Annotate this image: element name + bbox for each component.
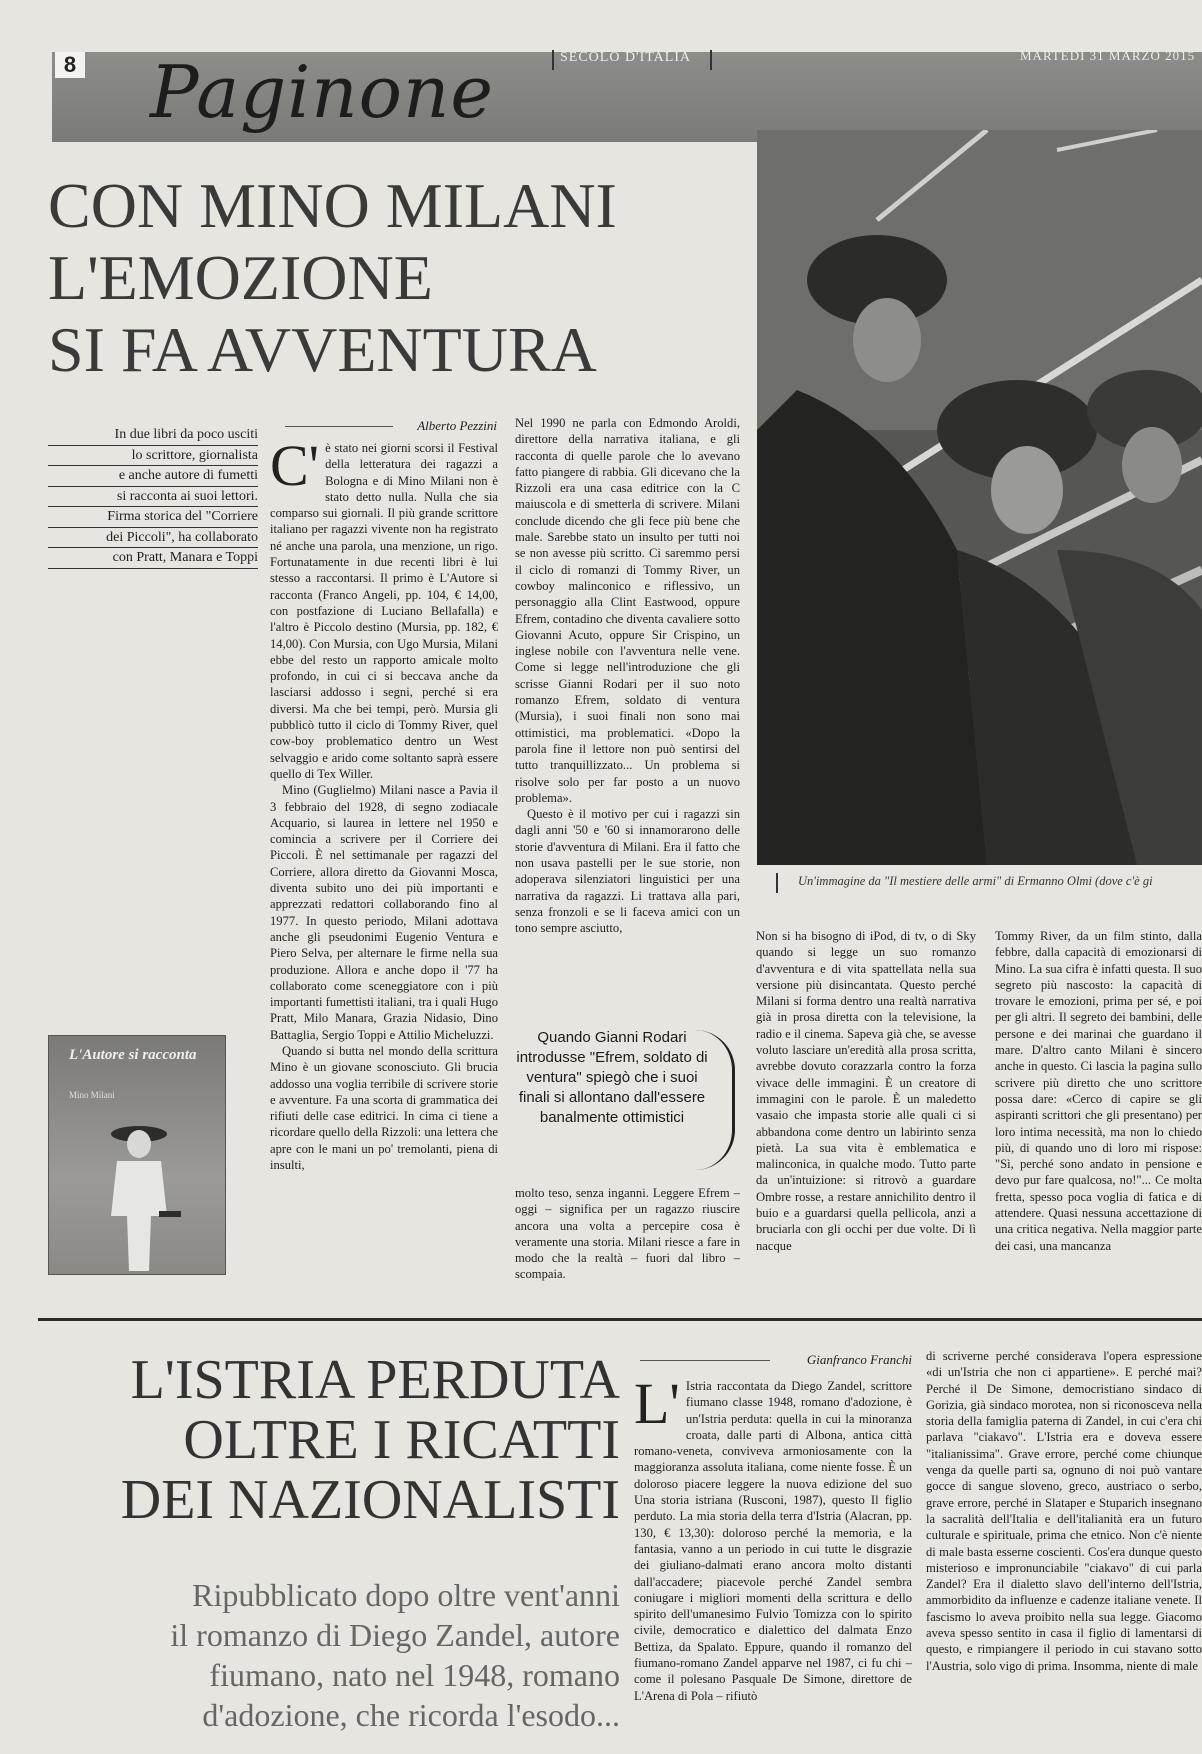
subheadline-line: fiumano, nato nel 1948, romano <box>209 1657 620 1693</box>
paragraph: Tommy River, da un film stinto, dalla febbre, dalla capacità di emozionarsi di Mino. La sua cifra è infatti questa. Il suo segreto più nascosto: la capacità di trovare le emozioni, prima per sé, e poi per gli altri. Il segreto dei bambini, delle persone e dei marinai che guardano il mare. D'altro canto Milani è sincero anche in questo. Ci lascia la pagina sullo scrivere più diretto che uno scrittore possa dare: «Cerco di capire se gli aspiranti scrittori che gli presentano) per loro intima necessità, ma non lo chiedo più, di quando uno di loro mi rispose: "Sì, perché sono andato in pensione e devo pur fare qualcosa, no!"... Ce molta fretta, spesso poca voglia di fatica e di attendere. Quasi nessuna accettazione di una critica negativa. Nella maggior parte dei casi, una mancanza <box>995 929 1202 1253</box>
byline: Gianfranco Franchi <box>806 1352 912 1367</box>
byline: Alberto Pezzini <box>417 418 497 433</box>
headline-line: DEI NAZIONALISTI <box>120 1469 620 1531</box>
article2-column-2 <box>926 1348 1202 1748</box>
summary-line: lo scrittore, giornalista <box>48 446 258 467</box>
headline-line: CON MINO MILANI <box>48 170 617 241</box>
second-headline <box>40 1350 620 1570</box>
subheadline-line: il romanzo di Diego Zandel, autore <box>170 1617 620 1653</box>
page-number: 8 <box>55 52 85 78</box>
pull-quote-bracket <box>695 1030 735 1170</box>
paragraph: Istria raccontata da Diego Zandel, scrittore fiumano classe 1948, romano d'adozione, è un'Istria perduta: quella in cui la minoranza croata, dalle parti di Albona, antica città romano-veneta, conviveva armoniosamente con la maggioranza assoluta italiana, come niente fosse. È un doloroso piacere leggere la nuova edizione del suo Una storia istriana (Rusconi, 1987), questo Il figlio perduto. La mia storia della terra d'Istria (Alacran, pp. 130, € 13,30): doloroso perché la memoria, e la fantasia, vanno a un periodo in cui tutte le disgrazie dei giuliano-dalmati erano ancora molto distanti dall'accadere; piacevole perché Zandel sembra coniugare i migliori momenti della scrittura e dello spirito dell'umanesimo Fulvio Tomizza con lo spirito civile, democratico e dialettico del dalmata Enzo Bettiza, da Spalato. Eppure, quando il romanzo del fiumano-romano Zandel apparve nel 1987, ci fu chi – come il polesano Pasquale De Simone, direttore de L'Arena di Pola – rifiutò <box>634 1379 912 1703</box>
drop-cap: C' <box>270 440 320 498</box>
summary-line: Firma storica del "Corriere <box>48 507 258 528</box>
headline-line: OLTRE I RICATTI <box>183 1409 620 1471</box>
book-cover <box>48 1035 226 1275</box>
byline-rule <box>640 1360 770 1361</box>
paragraph: Mino (Guglielmo) Milani nasce a Pavia il 3 febbraio del 1928, di segno zodiacale Acquario, si laurea in lettere nel 1950 e comincia a scrivere per il Corriere dei Piccoli. È nel settimanale per ragazzi del Corriere, allora diretto da Giovanni Mosca, diventa subito uno dei più importanti e apprezzati redattori collaborando fino al 1977. In questo periodo, Milani adottava anche gli pseudonimi Eugenio Ventura e Piero Selva, per alternare le firme nella sua produzione. Allora e anche dopo il '77 ha collaborato come sceneggiatore con i più importanti fumettisti italiani, tra i quali Hugo Pratt, Milo Manara, Grazia Nidasio, Dino Battaglia, Sergio Toppi e Attilio Micheluzzi. <box>270 783 498 1042</box>
article-column-2 <box>515 415 740 991</box>
cowboy-figure-icon <box>89 1116 189 1271</box>
subheadline-line: Ripubblicato dopo oltre vent'anni <box>192 1577 620 1613</box>
byline-rule <box>285 426 393 427</box>
article-column-1 <box>270 440 498 1282</box>
section-title: Paginone <box>150 50 494 134</box>
issue-date: MARTEDÌ 31 MARZO 2015 <box>1020 48 1196 63</box>
section-divider <box>38 1318 1202 1321</box>
headline-line: SI FA AVVENTURA <box>48 314 597 385</box>
caption-marker <box>776 873 778 893</box>
summary-line: In due libri da poco usciti <box>48 425 258 446</box>
headline-line: L'EMOZIONE <box>48 242 433 313</box>
pull-quote: Quando Gianni Rodari introdusse "Efrem, soldato di ventura" spiegò che i suoi finali si allontano dall'essere banalmente ottimistici <box>516 1029 708 1126</box>
article-summary <box>48 425 258 580</box>
article-photo <box>757 130 1202 865</box>
paragraph: Questo è il motivo per cui i ragazzi sin dagli anni '50 e '60 si innamorarono delle storie d'avventura di Milani. Era il fatto che non usava pastelli per le sue storie, non adoperava silenziatori linguistici per una narrativa da ragazzi. Li trattava alla pari, senza fronzoli e se li faceva amici con un tono sempre asciutto, <box>515 807 740 936</box>
paragraph: Non si ha bisogno di iPod, di tv, o di Sky quando si legge un suo romanzo d'avventura e di vita spattellata nella sua versione più disincantata. Questo perché Milani si forma dentro una realtà narrativa già in prosa diretta con la televisione, la radio e il cinema. Sapeva già che, se avesse voluto lasciare un'eredità alla prosa scritta, avrebbe dovuto corazzarla contro la forza vivace delle immagini. È un creatore di immagini con le parole. È un maledetto vasaio che impasta storie alle quali ci si abbandona come dentro un labirinto senza pietà. La sua vita è emblematica e malinconica, in qualche modo. Tutto parte da un'intuizione: si ritrovò a guardare Ombre rosse, a restare annichilito dentro il buio e a guardarsi quella pellicola, anzi a bruciarla con gli occhi per due volte. Di lì nacque <box>756 929 976 1253</box>
book-cover-author: Mino Milani <box>69 1090 115 1100</box>
paragraph: Nel 1990 ne parla con Edmondo Aroldi, direttore della narrativa italiana, e gli racconta di quelle parole che lo avevano fatto piangere di rabbia. Gli dicevano che la Rizzoli era una casa editrice con la C maiuscola e di smetterla di scrivere. Milani conclude dicendo che gli fece più bene che male. Sarebbe stato un insulto per tutti noi se non avesse più scritto. Ci saremmo persi il ciclo di romanzi di Tommy River, un cowboy malinconico e riflessivo, un personaggio alla Clint Eastwood, oppure Efrem, contadino che diventa cavaliere sotto Giovanni Acuto, oppure Sir Crispino, un inglese nobile con l'avventura nelle vene. Come si legge nell'introduzione che gli scrisse Gianni Rodari per il suo noto romanzo Efrem, soldato di ventura (Mursia), i suoi finali non sono mai ottimistici, ma problematici. «Dopo la parola fine il lettore non può sentirsi del tutto tranquillizzato... Un problema si risolve solo per far posto a un nuovo problema». <box>515 416 740 805</box>
main-headline <box>48 170 748 390</box>
second-subheadline <box>30 1575 620 1745</box>
summary-line: dei Piccoli", ha collaborato <box>48 528 258 549</box>
book-cover-title: L'Autore si racconta <box>69 1047 197 1063</box>
summary-line: si racconta ai suoi lettori. <box>48 487 258 508</box>
article-column-3 <box>756 928 976 1284</box>
article-column-2-continued <box>515 1185 740 1285</box>
paragraph: è stato nei giorni scorsi il Festival della letteratura dei ragazzi a Bologna e di Mino Milani non è stato detto nulla. Nulla che sia comparso sui giornali. Il più grande scrittore italiano per ragazzi vivente non ha registrato né anche una parola, una menzione, un rigo. Fortunatamente in due recenti libri è lui stesso a raccontarsi. Il primo è L'Autore si racconta (Franco Angeli, pp. 104, € 14,00, con postfazione di Luciano Bellafalla) e l'altro è Piccolo destino (Mursia, pp. 182, € 14,00). Con Mursia, con Ugo Mursia, Milani ebbe del resto un rapporto amicale molto profondo, in cui ci si beccava anche da lasciarsi addosso i segni, perché si era diversi. Ma che bei tempi, però. Mursia gli pubblicò tutto il ciclo di Tommy River, quel cow-boy problematico dentro un West selvaggio e arido come soltanto saprà essere quello di Tex Willer. <box>270 441 498 781</box>
soldiers-photo-illustration <box>757 130 1202 865</box>
paragraph: molto teso, senza inganni. Leggere Efrem – oggi – significa per un ragazzo riuscire ancora una volta a percepire cosa è veramente una storia. Milani riesce a fare in modo che la realtà – fuori dal libro – scompaia. <box>515 1186 740 1282</box>
paragraph: di scriverne perché considerava l'opera espressione «di un'Istria che non ci appartiene». E perché mai? Perché il De Simone, democristiano sindaco di Gorizia, già sindaco morotea, non si riconosceva nella storia della famiglia paterna di Zandel, in cui c'era chi parlava "ciakavo". L'Istria era e doveva essere "italianissima". Grave errore, perché come chiunque venga da quelle parti sa, ognuno di noi può vantare gocce di sangue sloveno, greco, austriaco o serbo, grave errore, perché in Slataper e Stuparich insegnano la sacralità dell'Italia e dell'italianità era un futuro culturale e spirituale, prima che etnico. Non c'è niente di male basta esserne coscienti. Cos'era dunque questo misterioso e impronunciabile "ciakavo" di cui parla Zandel? Era il dialetto slavo dell'interno dell'Istria, ammorbidito da influenze e cadenze italiane venete. Il fascismo lo aveva proibito nella sua legge. Giacomo aveva spesso sentito in casa il figlio di lamentarsi di questo, e rimpiangere il periodo in cui stavano sotto l'Austria, solo vigo di prima. Insomma, niente di male <box>926 1349 1202 1673</box>
summary-line: e anche autore di fumetti <box>48 466 258 487</box>
photo-caption: Un'immagine da "Il mestiere delle armi" di Ermanno Olmi (dove c'è gi <box>798 874 1153 888</box>
subheadline-line: d'adozione, che ricorda l'esodo... <box>202 1697 620 1733</box>
article-column-4 <box>995 928 1202 1284</box>
newspaper-name: SECOLO D'ITALIA <box>552 50 712 70</box>
drop-cap: L' <box>634 1378 680 1436</box>
paragraph: Quando si butta nel mondo della scrittura Mino è un giovane sconosciuto. Gli brucia addosso una voglia terribile di scrivere storie e avventure. Fa una scorta di grammatica dei rifiuti delle case editrici. In cima ci tiene a ricordare quello della Rizzoli: una lettera che apre con le mani un po' tremolanti, piena di insulti, <box>270 1043 498 1173</box>
headline-line: L'ISTRIA PERDUTA <box>130 1349 620 1411</box>
article2-column-1 <box>634 1378 912 1748</box>
summary-line: con Pratt, Manara e Toppi <box>48 548 258 569</box>
